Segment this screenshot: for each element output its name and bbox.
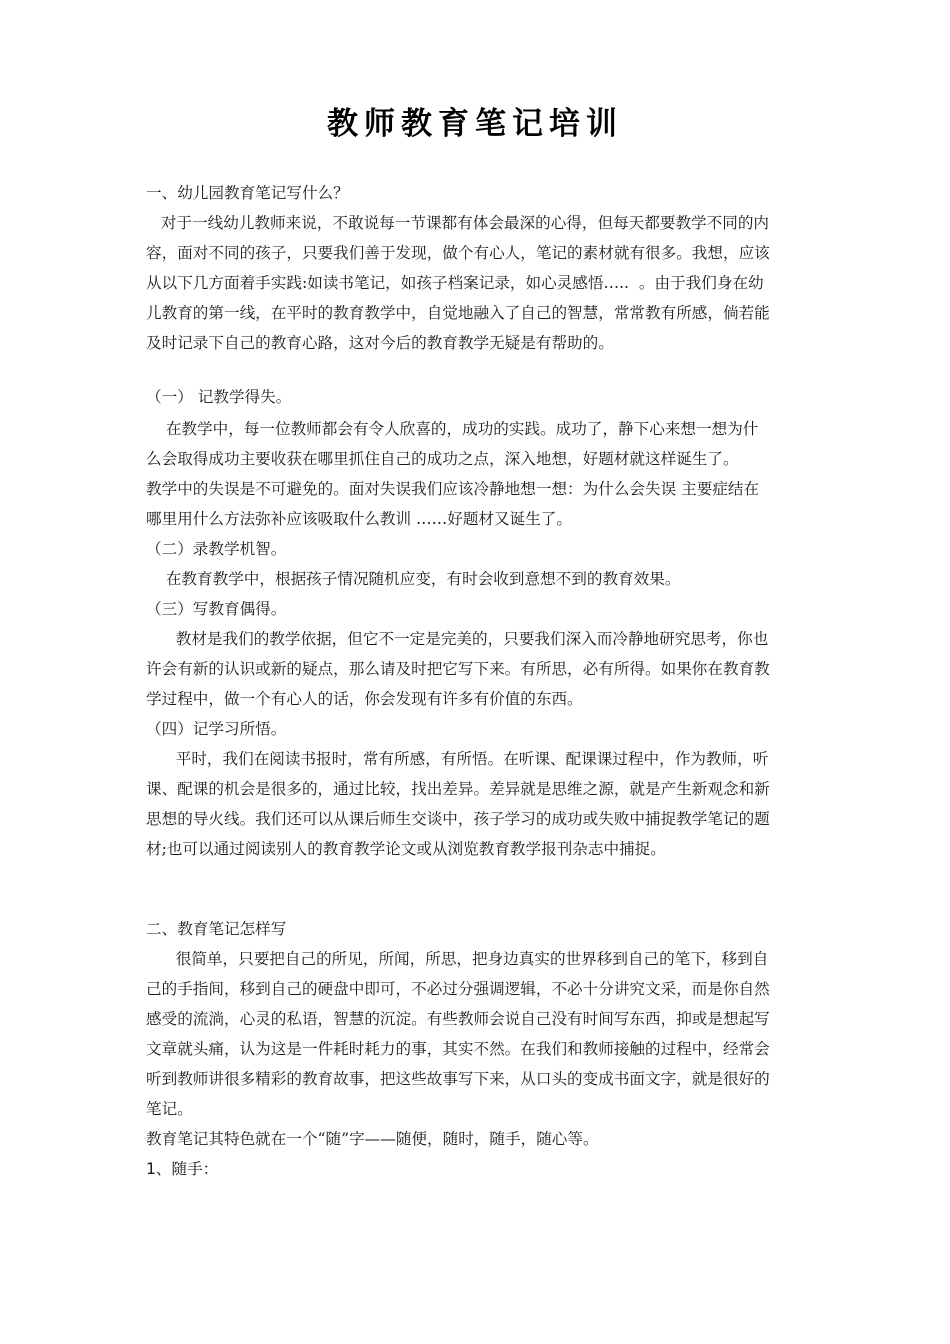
paragraph-line: 笔记。 xyxy=(146,1100,193,1118)
subheading-4: （四）记学习所悟。 xyxy=(146,720,287,738)
paragraph-line: 及时记录下自己的教育心路，这对今后的教育教学无疑是有帮助的。 xyxy=(146,334,614,352)
paragraph-line: 感受的流淌，心灵的私语，智慧的沉淀。有些教师会说自己没有时间写东西，抑或是想起写 xyxy=(146,1010,770,1028)
paragraph-line: 许会有新的认识或新的疑点，那么请及时把它写下来。有所思，必有所得。如果你在教育教 xyxy=(146,660,770,678)
paragraph-line: 教学中的失误是不可避免的。面对失误我们应该冷静地想一想：为什么会失误 主要症结在 xyxy=(146,480,760,498)
paragraph-line: 材;也可以通过阅读别人的教育教学论文或从浏览教育教学报刊杂志中捕捉。 xyxy=(146,840,666,858)
subheading-1: （一） 记教学得失。 xyxy=(146,388,292,406)
paragraph-line: 对于一线幼儿教师来说，不敢说每一节课都有体会最深的心得，但每天都要教学不同的内 xyxy=(146,214,770,232)
heading-section-1: 一、幼儿园教育笔记写什么？ xyxy=(146,184,349,202)
list-item-1: 1、随手： xyxy=(146,1160,219,1178)
paragraph-line: 在教育教学中，根据孩子情况随机应变，有时会收到意想不到的教育效果。 xyxy=(146,570,681,588)
paragraph-line: 己的手指间，移到自己的硬盘中即可，不必过分强调逻辑，不必十分讲究文采，而是你自然 xyxy=(146,980,770,998)
paragraph-line: 很简单，只要把自己的所见，所闻，所思，把身边真实的世界移到自己的笔下，移到自 xyxy=(146,950,769,968)
paragraph-line: 学过程中，做一个有心人的话，你会发现有许多有价值的东西。 xyxy=(146,690,583,708)
document-title: 教师教育笔记培训 xyxy=(327,106,623,142)
paragraph-line: 教材是我们的教学依据，但它不一定是完美的，只要我们深入而冷静地研究思考，你也 xyxy=(146,630,769,648)
paragraph-line: 从以下几方面着手实践:如读书笔记，如孩子档案记录，如心灵感悟….. 。由于我们身在幼 xyxy=(146,274,764,292)
paragraph-line: 在教学中，每一位教师都会有令人欣喜的，成功的实践。成功了，静下心来想一想为什 xyxy=(146,420,759,438)
paragraph-line: 思想的导火线。我们还可以从课后师生交谈中，孩子学习的成功或失败中捕捉教学笔记的题 xyxy=(146,810,770,828)
paragraph-line: 容，面对不同的孩子，只要我们善于发现，做个有心人，笔记的素材就有很多。我想，应该 xyxy=(146,244,770,262)
paragraph-line: 哪里用什么方法弥补应该吸取什么教训 ……好题材又诞生了。 xyxy=(146,510,572,528)
heading-section-2: 二、教育笔记怎样写 xyxy=(146,920,287,938)
subheading-2: （二）录教学机智。 xyxy=(146,540,287,558)
paragraph-line: 课、配课的机会是很多的，通过比较，找出差异。差异就是思维之源，就是产生新观念和新 xyxy=(146,780,770,798)
subheading-3: （三）写教育偶得。 xyxy=(146,600,287,618)
paragraph-line: 文章就头痛，认为这是一件耗时耗力的事，其实不然。在我们和教师接触的过程中，经常会 xyxy=(146,1040,770,1058)
paragraph-line: 平时，我们在阅读书报时，常有所感，有所悟。在听课、配课课过程中，作为教师，听 xyxy=(146,750,769,768)
paragraph-line: 儿教育的第一线，在平时的教育教学中，自觉地融入了自己的智慧，常常教有所感，倘若能 xyxy=(146,304,770,322)
paragraph-line: 教育笔记其特色就在一个“随”字——随便，随时，随手，随心等。 xyxy=(146,1130,599,1148)
paragraph-line: 听到教师讲很多精彩的教育故事，把这些故事写下来，从口头的变成书面文字，就是很好的 xyxy=(146,1070,770,1088)
paragraph-line: 么会取得成功主要收获在哪里抓住自己的成功之点，深入地想，好题材就这样诞生了。 xyxy=(146,450,739,468)
